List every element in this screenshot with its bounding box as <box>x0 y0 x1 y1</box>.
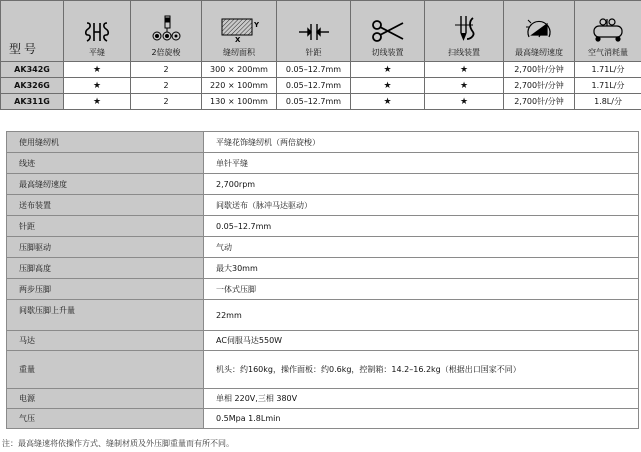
hook-value: 2 <box>131 94 202 110</box>
flat-value: ★ <box>64 94 131 110</box>
area-x-letter: X <box>235 36 241 43</box>
wiper-value: ★ <box>425 94 504 110</box>
spec-row <box>7 389 639 409</box>
models-table <box>0 0 641 110</box>
wiper-value: ★ <box>425 62 504 78</box>
stitch-value: 0.05–12.7mm <box>277 78 351 94</box>
spec-row <box>7 153 639 174</box>
area-value: 220 × 100mm <box>202 78 277 94</box>
spec-value: AC伺服马达550W <box>204 331 639 351</box>
spec-key: 最高缝纫速度 <box>7 174 204 195</box>
header-cutter <box>351 1 425 62</box>
hook-value: 2 <box>131 78 202 94</box>
spec-key: 气压 <box>7 409 204 429</box>
spec-value: 2,700rpm <box>204 174 639 195</box>
spec-key: 针距 <box>7 216 204 237</box>
air-value: 1.71L/分 <box>575 78 641 94</box>
lockstitch-icon <box>84 21 110 43</box>
header-flat <box>64 1 131 62</box>
specs-table <box>6 131 639 429</box>
spec-row <box>7 331 639 351</box>
spec-value: 平缝花饰缝纫机（两倍旋梭） <box>204 132 639 153</box>
spec-row <box>7 279 639 300</box>
scissors-icon <box>371 19 405 43</box>
speed-value: 2,700针/分钟 <box>504 78 575 94</box>
header-air-label: 空气消耗量 <box>588 48 628 57</box>
cutter-value: ★ <box>351 62 425 78</box>
header-stitch <box>277 1 351 62</box>
flat-value: ★ <box>64 78 131 94</box>
spec-row <box>7 174 639 195</box>
spec-key: 使用缝纫机 <box>7 132 204 153</box>
spec-value: 间歇送布（脉冲马达驱动） <box>204 195 639 216</box>
models-header-row <box>1 1 641 62</box>
header-wiper-label: 扫线装置 <box>448 48 480 57</box>
hook-value: 2 <box>131 62 202 78</box>
speed-value: 2,700针/分钟 <box>504 94 575 110</box>
stitch-length-icon <box>297 21 331 43</box>
spec-value: 22mm <box>204 300 639 331</box>
header-wiper <box>425 1 504 62</box>
header-flat-label: 平缝 <box>89 48 105 57</box>
area-value: 300 × 200mm <box>202 62 277 78</box>
speed-gauge-icon <box>524 15 554 43</box>
spec-value: 一体式压脚 <box>204 279 639 300</box>
header-area <box>202 1 277 62</box>
header-speed-label: 最高缝纫速度 <box>515 48 563 57</box>
footnote: 注：最高缝速将依操作方式、缝制材质及外压脚重量而有所不同。 <box>2 439 234 448</box>
spec-value: 最大30mm <box>204 258 639 279</box>
spec-row <box>7 216 639 237</box>
wiper-value: ★ <box>425 78 504 94</box>
sewing-area-icon <box>219 17 259 43</box>
header-model-label: 型号 <box>9 42 40 56</box>
spec-key: 间歇压脚上升量 <box>7 300 204 331</box>
air-value: 1.8L/分 <box>575 94 641 110</box>
cutter-value: ★ <box>351 94 425 110</box>
speed-value: 2,700针/分钟 <box>504 62 575 78</box>
spec-row <box>7 258 639 279</box>
spec-row <box>7 409 639 429</box>
header-air <box>575 1 641 62</box>
spec-value: 0.05–12.7mm <box>204 216 639 237</box>
double-hook-icon <box>151 15 181 43</box>
spec-key: 压脚驱动 <box>7 237 204 258</box>
model-name: AK342G <box>1 62 64 78</box>
model-row <box>1 78 641 94</box>
area-y-letter: Y <box>254 21 259 29</box>
spec-value: 机头：约160kg，操作面板：约0.6kg，控制箱：14.2–16.2kg（根据出口国家不同） <box>204 351 639 389</box>
header-stitch-label: 针距 <box>305 48 322 57</box>
spec-row <box>7 132 639 153</box>
model-row <box>1 62 641 78</box>
model-name: AK311G <box>1 94 64 110</box>
stitch-value: 0.05–12.7mm <box>277 94 351 110</box>
header-hook <box>131 1 202 62</box>
stitch-value: 0.05–12.7mm <box>277 62 351 78</box>
header-area-label: 缝纫面积 <box>223 48 255 57</box>
header-speed <box>504 1 575 62</box>
air-value: 1.71L/分 <box>575 62 641 78</box>
flat-value: ★ <box>64 62 131 78</box>
spec-key: 重量 <box>7 351 204 389</box>
spec-row <box>7 195 639 216</box>
spec-key: 马达 <box>7 331 204 351</box>
spec-key: 压脚高度 <box>7 258 204 279</box>
area-value: 130 × 100mm <box>202 94 277 110</box>
spec-key: 送布装置 <box>7 195 204 216</box>
spec-value: 气动 <box>204 237 639 258</box>
air-compressor-icon <box>591 17 625 43</box>
spec-value: 0.5Mpa 1.8Lmin <box>204 409 639 429</box>
spec-row <box>7 237 639 258</box>
cutter-value: ★ <box>351 78 425 94</box>
model-name: AK326G <box>1 78 64 94</box>
spec-value: 单相 220V,三相 380V <box>204 389 639 409</box>
model-row <box>1 94 641 110</box>
header-hook-label: 2倍旋梭 <box>151 48 181 57</box>
spec-key: 电源 <box>7 389 204 409</box>
spec-key: 线迹 <box>7 153 204 174</box>
header-cutter-label: 切线装置 <box>371 48 404 57</box>
wiper-icon <box>449 15 479 43</box>
header-model <box>1 1 64 62</box>
spec-row <box>7 351 639 389</box>
spec-row <box>7 300 639 331</box>
spec-value: 单针平缝 <box>204 153 639 174</box>
spec-key: 两步压脚 <box>7 279 204 300</box>
